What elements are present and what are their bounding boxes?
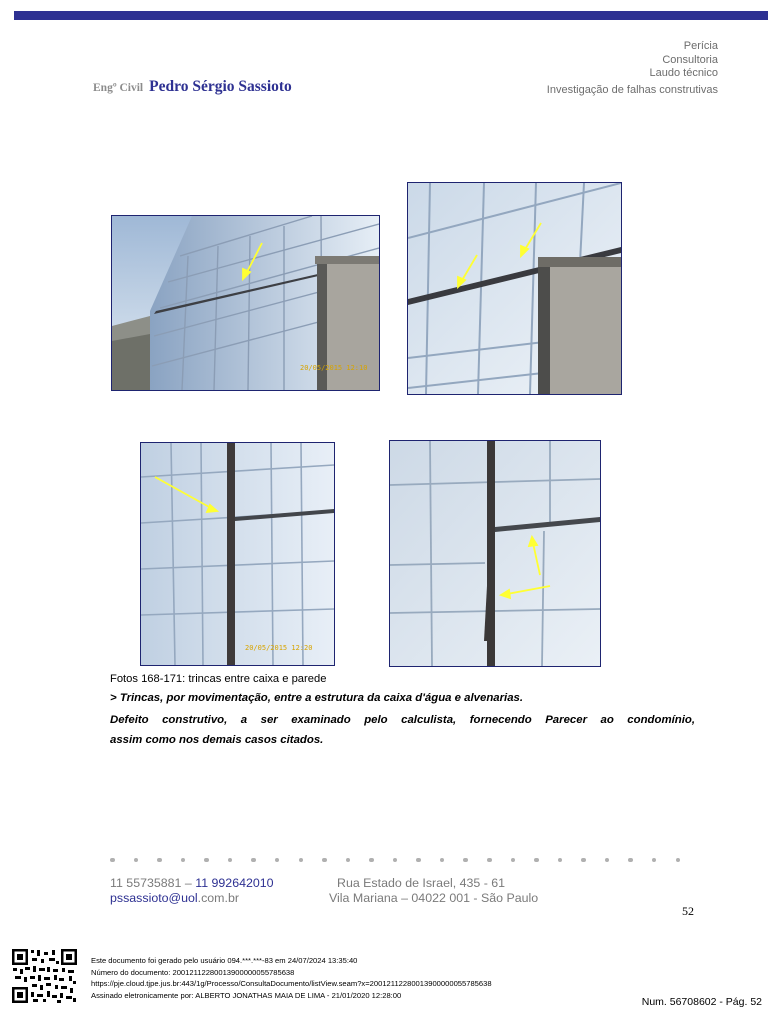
footer-dot-separator (110, 852, 680, 868)
tagline: Investigação de falhas construtivas (546, 83, 718, 96)
photo-1-datestamp: 20/05/2015 12:10 (300, 364, 368, 372)
services-list (547, 40, 718, 97)
phone-number: 11 55735881 – (110, 876, 196, 890)
photo-169 (407, 182, 622, 395)
header-bar (14, 11, 768, 20)
service-laudo: Laudo técnico (649, 67, 718, 79)
service-pericia: Perícia (683, 40, 718, 52)
defect-line-continued: assim como nos demais casos citados. (110, 734, 324, 746)
engineer-prefix: Engº Civil (93, 82, 144, 94)
document-page-ref: Num. 56708602 - Pág. 52 (641, 996, 762, 1008)
email-user: pssassioto@uol (110, 891, 198, 905)
photo-170 (140, 442, 335, 666)
footer-address-street: Rua Estado de Israel, 435 - 61 (337, 876, 506, 890)
signature-doc-number: Número do documento: 20012112280013900000055785638 (91, 967, 295, 977)
photo-168 (111, 215, 380, 391)
signature-generated: Este documento foi gerado pelo usuário 094.***.***-83 em 24/07/2024 13:35:40 (91, 956, 358, 965)
finding-line: > Trincas, por movimentação, entre a estrutura da caixa d'água e alvenarias. (110, 692, 524, 704)
signature-signed-by: Assinado eletronicamente por: ALBERTO JONATHAS MAIA DE LIMA - 21/01/2020 12:28:00 (91, 990, 402, 1000)
signature-block (91, 955, 492, 1001)
footer-email (110, 891, 239, 905)
defect-line: Defeito construtivo, a ser examinado pelo calculista, fornecendo Parecer ao condomínio, (110, 714, 695, 726)
signature-url: https://pje.cloud.tjpe.jus.br:443/1g/Processo/ConsultaDocumento/listView.seam?x=20012112280013900000055785638 (91, 979, 492, 988)
engineer-title (93, 78, 292, 96)
service-consultoria: Consultoria (662, 53, 718, 66)
photo-caption: Fotos 168-171: trincas entre caixa e parede (110, 673, 327, 685)
mobile-number: 11 992642010 (195, 876, 274, 890)
qr-code (11, 948, 78, 1004)
engineer-name: Pedro Sérgio Sassioto (149, 78, 292, 95)
photo-3-datestamp: 20/05/2015 12:20 (245, 644, 313, 652)
email-domain: .com.br (197, 891, 239, 905)
footer-address-city: Vila Mariana – 04022 001 - São Paulo (329, 891, 539, 905)
photo-171 (389, 440, 601, 667)
footer-phones (110, 876, 274, 890)
page-number: 52 (682, 904, 694, 918)
